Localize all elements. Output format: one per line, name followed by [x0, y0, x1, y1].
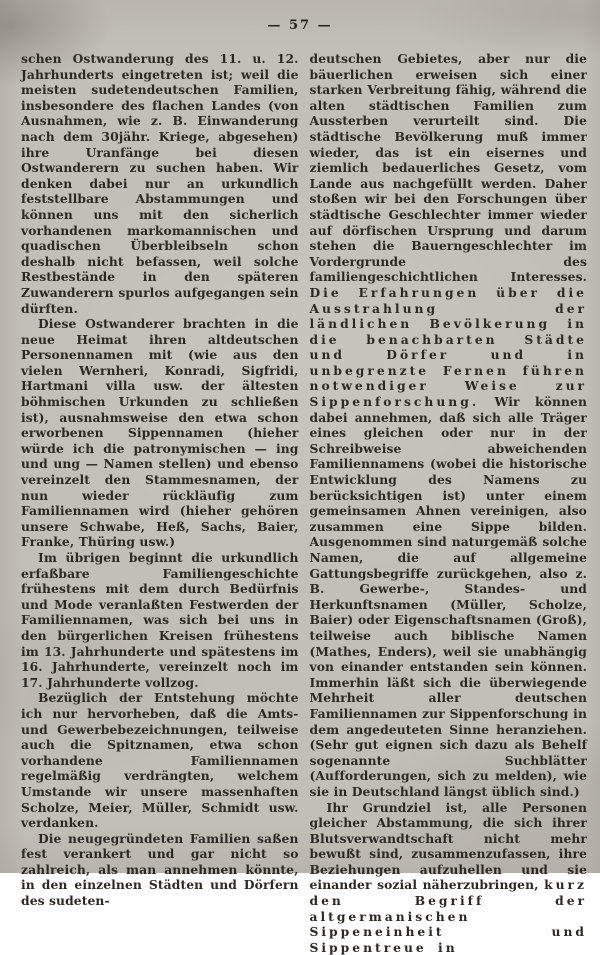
- page-number: — 57 —: [0, 0, 600, 33]
- text-segment: Wir können dabei annehmen, daß sich alle Träger eines gleichen oder nur in der Schreibweise abweichenden Familiennamens (wobei die historische Entwicklung des Namens zu berücksichtigen ist) unter einem gemeinsamen Ahnen vereinigen, also zusammen eine Sippe bilden. Ausgenommen sind naturgemäß solche Namen, die auf allgemeine Gattungsbegriffe zurückgehen, also z. B. Gewerbe-, Standes- und Herkunftsnamen (Müller, Scholze, Baier) oder Eigenschaftsnamen (Groß), teilweise auch biblische Namen (Mathes, Enders), weil sie unabhängig von einander entstanden sein können. Immerhin läßt sich die überwiegende Mehrheit aller deutschen Familiennamen zur Sippenforschung in dem angedeuteten Sinne heranziehen. (Sehr gut eignen sich dazu als Behelf sogenannte Suchblätter (Aufforderungen, sich zu melden), wie sie in Deutschland längst üblich sind.): [310, 394, 588, 799]
- text-segment: Bezüglich der Entstehung möchte ich nur hervorheben, daß die Amts- und Gewerbebezeichnungen, teilweise auch die Spitznamen, etwa schon vorhandene Familiennamen regelmäßig verdrängten, welchem Umstande wir unsere massenhaften Scholze, Meier, Müller, Schmidt usw. verdanken.: [21, 690, 299, 830]
- paragraph: [21, 550, 299, 690]
- emphasized-text-segment: kurz den Begriff der altgermanischen Sippeneinheit und Sippentreue in: [310, 877, 588, 954]
- text-segment: Im übrigen beginnt die urkundlich erfaßbare Familiengeschichte frühestens mit dem durch Bedürfnis und Mode veranlaßten Festwerden der Familiennamen, was sich bei uns in den bürgerlichen Kreisen frühestens im 13. Jahrhunderte und spätestens im 16. Jahrhunderte, vereinzelt noch im 17. Jahrhunderte vollzog.: [21, 550, 299, 690]
- text-columns: [0, 33, 600, 955]
- text-segment: schen Ostwanderung des 11. u. 12. Jahrhunderts eingetreten ist; weil die meisten sudetendeutschen Familien, insbesondere des flachen Landes (von Ausnahmen, wie z. B. Einwanderung nach dem 30jähr. Kriege, abgesehen) ihre Uranfänge bei diesen Ostwanderern zu suchen haben. Wir denken dabei nur an urkundlich feststellbare Abstammungen und können uns mit den sicherlich vorhandenen markomannischen und quadischen Überbleibseln schon deshalb nicht befassen, weil solche Restbestände in den späteren Zuwanderern spurlos aufgegangen sein dürften.: [21, 51, 299, 316]
- text-segment: Ihr Grundziel ist, alle Personen gleicher Abstammung, die sich ihrer Blutsverwandtschaft nicht mehr bewußt sind, zusammenzufassen, ihre Beziehungen aufzuhellen und sie einander sozial näherzubringen,: [310, 800, 588, 893]
- emphasized-text-segment: Die Erfahrungen über die Ausstrahlung der ländlichen Bevölkerung in die benachbarten Städte und Dörfer und in unbegrenzte Fernen führen notwendiger Weise zur Sippenforschung.: [310, 285, 588, 409]
- left-column: [21, 51, 299, 955]
- text-segment: Diese Ostwanderer brachten in die neue Heimat ihren altdeutschen Personennamen mit (wie aus den vielen Wernheri, Konradi, Sigfridi, Hartmani villa usw. der ältesten böhmischen Urkunden zu schließen ist), ausnahmsweise den etwa schon erworbenen Sippennamen (hieher würde ich die patronymischen — ing und ung — Namen stellen) und ebenso vereinzelt den Stammesnamen, der nun wieder rückläufig zum Familiennamen wird (hieher gehören unsere Schwabe, Heß, Sachs, Baier, Franke, Thüring usw.): [21, 316, 299, 549]
- text-segment: Die neugegründeten Familien saßen fest verankert und gar nicht so zahlreich, als man annehmen könnte, in den einzelnen Städten und Dörfern des sudeten-: [21, 831, 299, 908]
- right-column: [310, 51, 588, 955]
- paragraph: [310, 51, 588, 800]
- paragraph: [21, 51, 299, 316]
- paragraph: [310, 800, 588, 955]
- paragraph: [21, 690, 299, 830]
- paragraph: [21, 831, 299, 909]
- text-segment: deutschen Gebietes, aber nur die bäuerlichen erweisen sich einer starken Verbreitung fähig, während die alten städtischen Familien zum Aussterben verurteilt sind. Die städtische Bevölkerung muß immer wieder, das ist ein eisernes und ziemlich bedauerliches Gesetz, vom Lande aus nachgefüllt werden. Daher stoßen wir bei den Forschungen über städtische Geschlechter immer wieder auf dörfischen Ursprung und darum stehen die Bauerngeschlechter im Vordergrunde des familiengeschichtlichen Interesses.: [310, 51, 588, 284]
- paragraph: [21, 316, 299, 550]
